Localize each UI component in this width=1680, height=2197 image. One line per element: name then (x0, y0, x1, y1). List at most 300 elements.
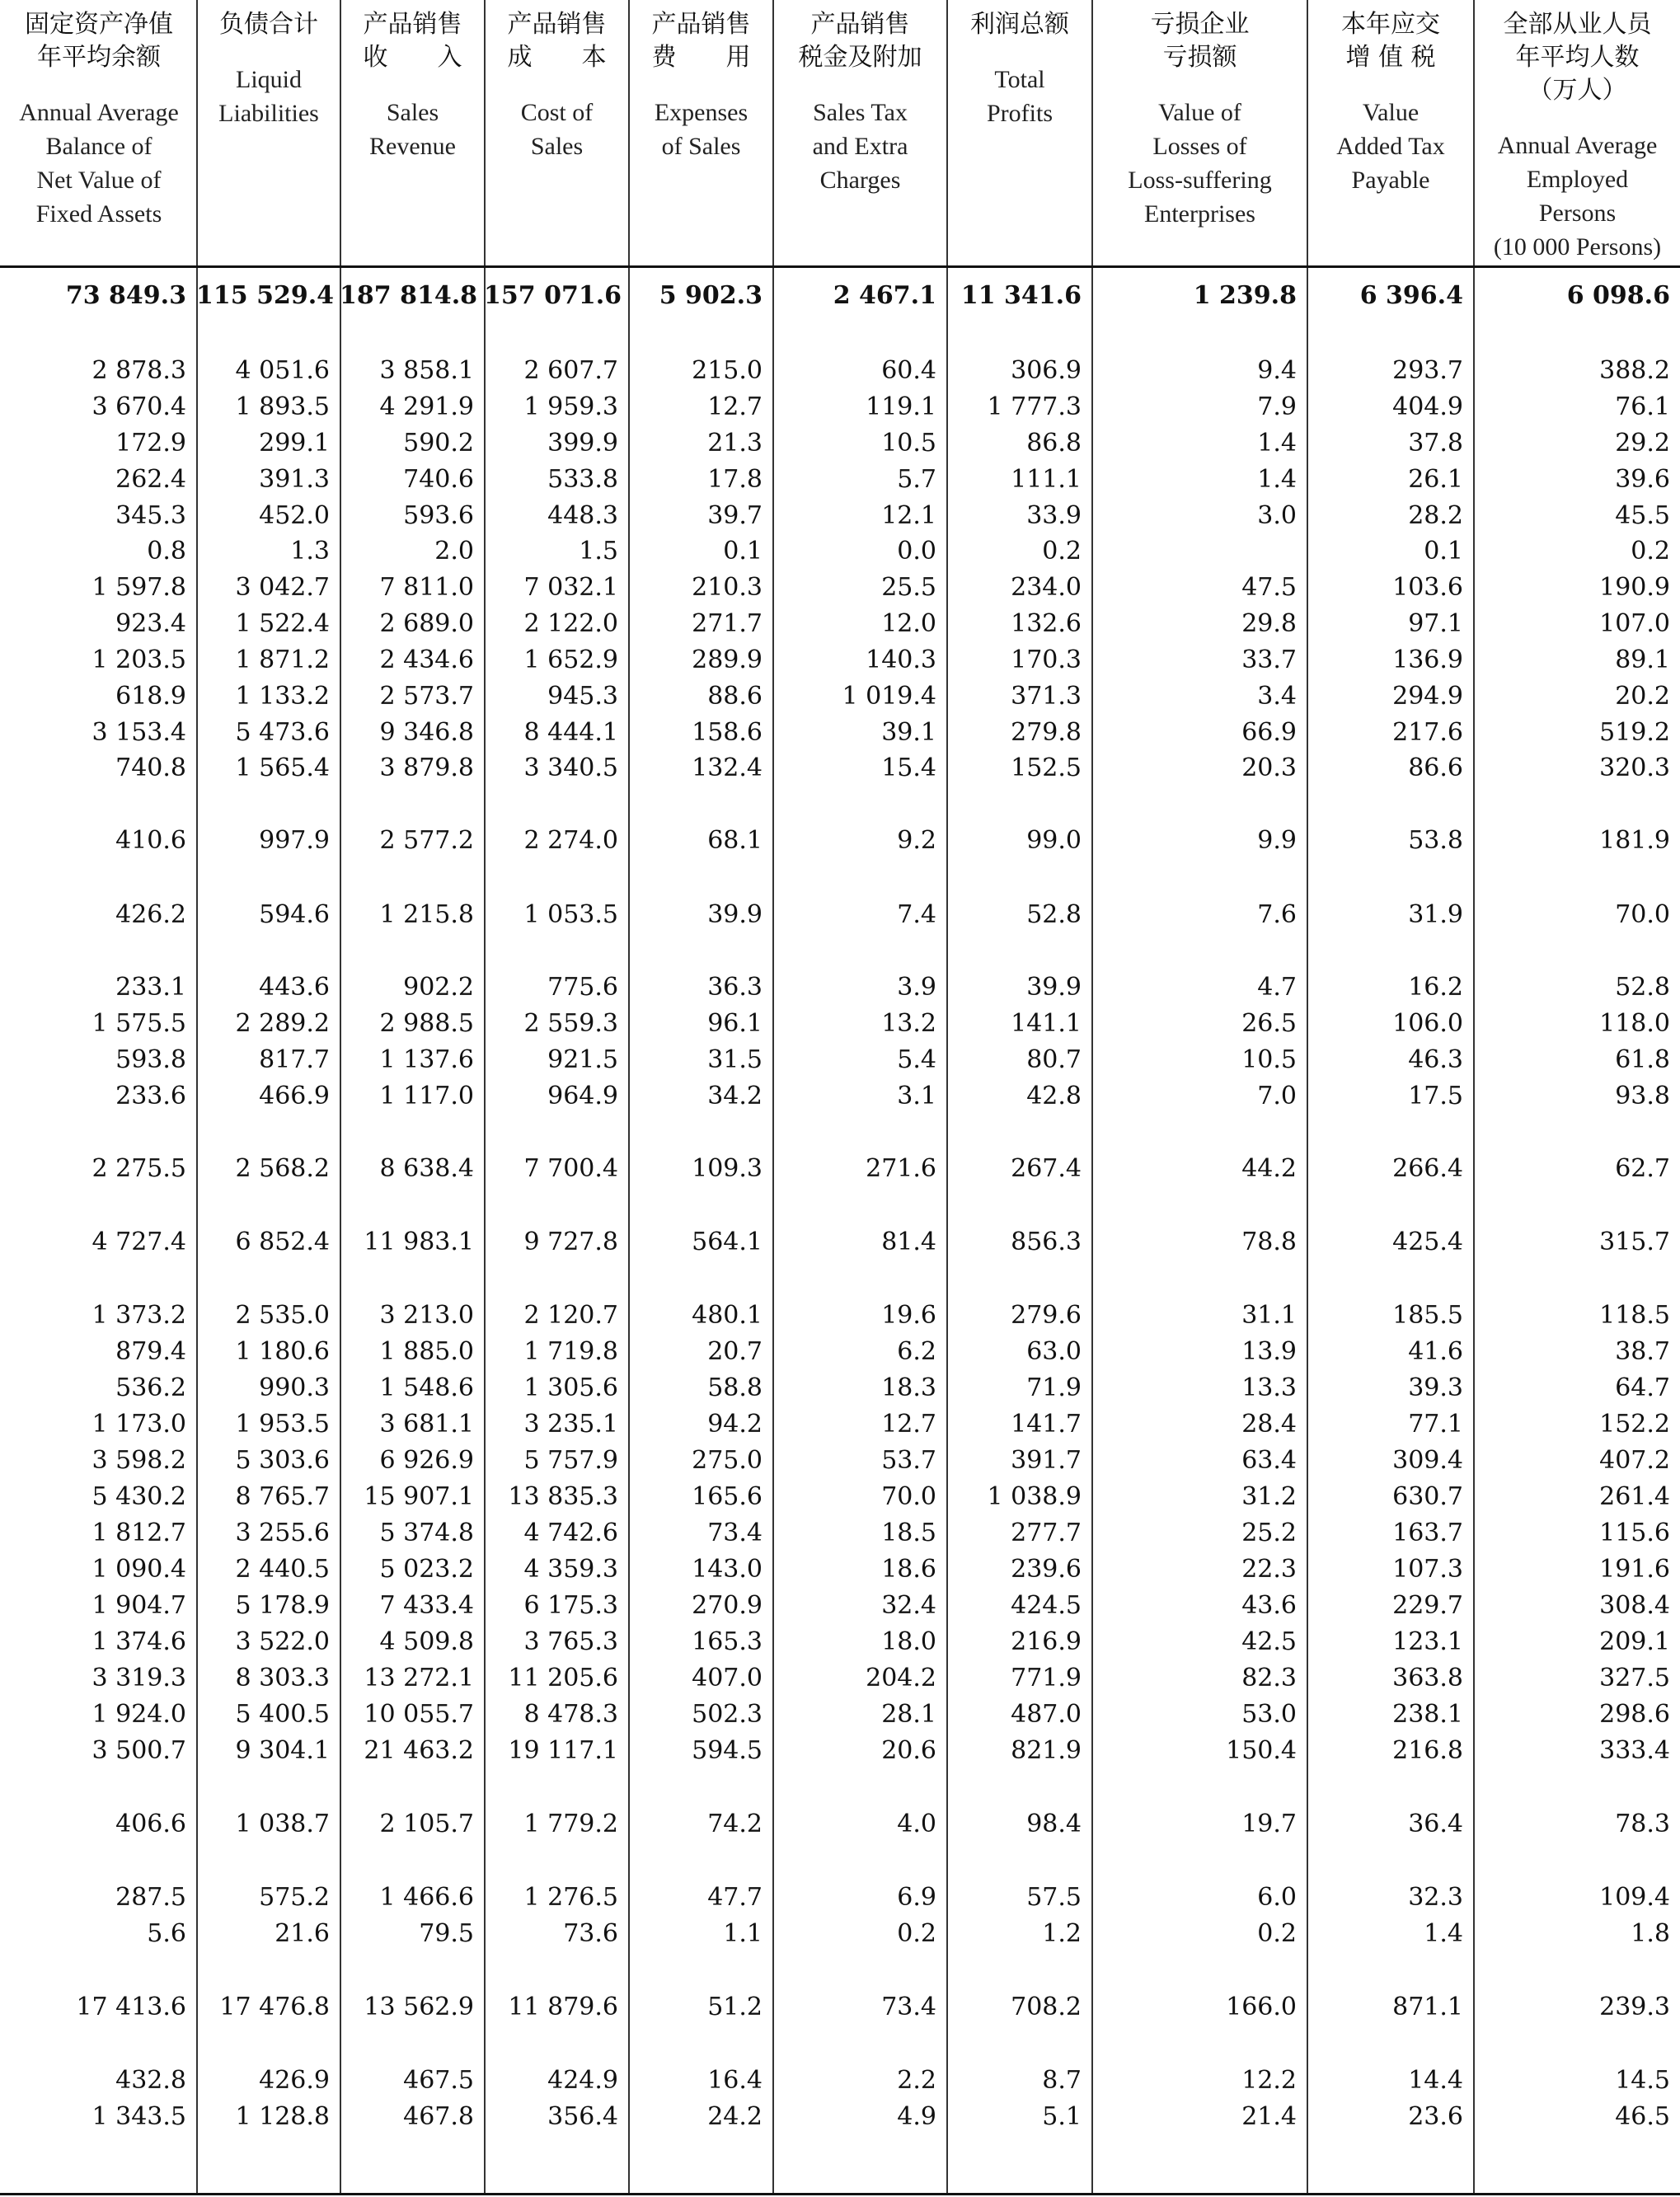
table-cell: 16.2 (1408, 973, 1463, 1002)
table-cell: 97.1 (1408, 609, 1463, 638)
table-cell: 119.1 (866, 392, 936, 421)
table-cell: 487.0 (1011, 1700, 1082, 1729)
table-cell: 432.8 (115, 2066, 186, 2095)
table-cell: 2 105.7 (379, 1810, 474, 1838)
column-header-english: Annual Average Balance of Net Value of Fixed Assets (19, 99, 179, 228)
table-cell: 1 779.2 (523, 1810, 618, 1838)
table-cell: 1.1 (723, 1919, 763, 1948)
table-cell: 1 137.6 (379, 1045, 474, 1074)
table-cell: 1 173.0 (92, 1410, 186, 1439)
table-cell: 1.2 (1042, 1919, 1082, 1948)
table-cell: 2 559.3 (523, 1009, 618, 1038)
table-cell: 94.2 (707, 1410, 763, 1439)
table-cell: 0.1 (1424, 537, 1463, 566)
column-header (341, 0, 484, 265)
table-cell: 1 924.0 (92, 1700, 186, 1729)
table-cell: 388.2 (1599, 356, 1670, 385)
total-cell: 6 098.6 (1566, 281, 1670, 310)
table-cell: 13 835.3 (508, 1482, 618, 1511)
table-cell: 6.9 (897, 1883, 936, 1912)
table-cell: 266.4 (1392, 1154, 1463, 1183)
table-cell: 2 434.6 (379, 645, 474, 674)
table-cell: 132.6 (1011, 609, 1082, 638)
table-cell: 424.9 (547, 2066, 618, 2095)
table-cell: 1.8 (1631, 1919, 1670, 1948)
table-cell: 14.5 (1615, 2066, 1670, 2095)
table-cell: 289.9 (692, 645, 763, 674)
table-cell: 12.0 (881, 609, 936, 638)
table-cell: 238.1 (1392, 1700, 1463, 1729)
table-cell: 0.8 (147, 537, 186, 566)
column-header (1308, 0, 1473, 265)
table-cell: 10 055.7 (364, 1700, 474, 1729)
table-cell: 170.3 (1011, 645, 1082, 674)
table-cell: 17 413.6 (76, 1993, 186, 2021)
table-cell: 39.6 (1615, 465, 1670, 494)
table-cell: 3 042.7 (235, 573, 330, 602)
table-cell: 53.8 (1408, 826, 1463, 855)
table-cell: 391.7 (1011, 1446, 1082, 1475)
table-cell: 233.1 (115, 973, 186, 1002)
table-cell: 2 689.0 (379, 609, 474, 638)
table-cell: 871.1 (1392, 1993, 1463, 2021)
table-cell: 74.2 (707, 1810, 763, 1838)
table-cell: 8 303.3 (235, 1664, 330, 1692)
table-cell: 1 652.9 (523, 645, 618, 674)
table-cell: 13 562.9 (364, 1993, 474, 2021)
table-cell: 3 522.0 (235, 1627, 330, 1656)
table-cell: 215.0 (692, 356, 763, 385)
table-cell: 3 500.7 (92, 1736, 186, 1765)
table-cell: 115.6 (1599, 1519, 1670, 1547)
table-cell: 39.7 (707, 501, 763, 530)
table-cell: 52.8 (1615, 973, 1670, 1002)
table-cell: 320.3 (1599, 753, 1670, 782)
table-cell: 1 203.5 (92, 645, 186, 674)
column-header (1475, 0, 1680, 265)
table-cell: 38.7 (1615, 1337, 1670, 1366)
table-cell: 25.5 (881, 573, 936, 602)
table-cell: 5 430.2 (92, 1482, 186, 1511)
table-cell: 5 303.6 (235, 1446, 330, 1475)
table-cell: 817.7 (259, 1045, 330, 1074)
table-cell: 363.8 (1392, 1664, 1463, 1692)
column-header (948, 0, 1091, 265)
table-cell: 1 053.5 (523, 900, 618, 929)
table-cell: 7 032.1 (523, 573, 618, 602)
table-cell: 4 509.8 (379, 1627, 474, 1656)
table-cell: 1 276.5 (523, 1883, 618, 1912)
table-cell: 9 727.8 (523, 1228, 618, 1256)
table-cell: 11 879.6 (508, 1993, 618, 2021)
table-cell: 7 433.4 (379, 1591, 474, 1620)
table-cell: 118.5 (1599, 1301, 1670, 1330)
table-cell: 166.0 (1226, 1993, 1297, 2021)
table-cell: 25.2 (1241, 1519, 1297, 1547)
table-cell: 13.3 (1241, 1373, 1297, 1402)
table-cell: 630.7 (1392, 1482, 1463, 1511)
table-cell: 28.1 (881, 1700, 936, 1729)
table-cell: 132.4 (692, 753, 763, 782)
table-cell: 106.0 (1392, 1009, 1463, 1038)
table-cell: 371.3 (1011, 682, 1082, 711)
table-cell: 271.7 (692, 609, 763, 638)
table-cell: 2 568.2 (235, 1154, 330, 1183)
table-cell: 66.9 (1241, 718, 1297, 747)
table-cell: 107.3 (1392, 1555, 1463, 1584)
table-cell: 502.3 (692, 1700, 763, 1729)
table-cell: 239.6 (1011, 1555, 1082, 1584)
table-cell: 3 319.3 (92, 1664, 186, 1692)
table-cell: 81.4 (881, 1228, 936, 1256)
table-cell: 16.4 (707, 2066, 763, 2095)
table-cell: 209.1 (1599, 1627, 1670, 1656)
table-cell: 86.6 (1408, 753, 1463, 782)
table-cell: 0.2 (1257, 1919, 1297, 1948)
table-cell: 2 577.2 (379, 826, 474, 855)
table-cell: 1 090.4 (92, 1555, 186, 1584)
table-cell: 172.9 (115, 429, 186, 458)
table-cell: 1.3 (290, 537, 330, 566)
table-cell: 18.5 (881, 1519, 936, 1547)
table-cell: 8 638.4 (379, 1154, 474, 1183)
table-cell: 17.8 (707, 465, 763, 494)
total-cell: 5 902.3 (659, 281, 763, 310)
table-cell: 71.9 (1026, 1373, 1082, 1402)
table-cell: 141.7 (1011, 1410, 1082, 1439)
table-cell: 856.3 (1011, 1228, 1082, 1256)
table-cell: 3.0 (1257, 501, 1297, 530)
table-cell: 3 765.3 (523, 1627, 618, 1656)
table-cell: 5 473.6 (235, 718, 330, 747)
table-cell: 32.4 (881, 1591, 936, 1620)
table-cell: 165.6 (692, 1482, 763, 1511)
total-cell: 115 529.4 (196, 281, 335, 310)
table-cell: 190.9 (1599, 573, 1670, 602)
table-cell: 43.6 (1241, 1591, 1297, 1620)
table-cell: 9.9 (1257, 826, 1297, 855)
table-cell: 3 598.2 (92, 1446, 186, 1475)
table-cell: 9 304.1 (235, 1736, 330, 1765)
table-cell: 99.0 (1026, 826, 1082, 855)
table-cell: 345.3 (115, 501, 186, 530)
table-bottom-rule (0, 2193, 1680, 2195)
table-cell: 73.4 (707, 1519, 763, 1547)
table-cell: 309.4 (1392, 1446, 1463, 1475)
table-cell: 15.4 (881, 753, 936, 782)
table-cell: 6.2 (897, 1337, 936, 1366)
table-cell: 306.9 (1011, 356, 1082, 385)
table-cell: 34.2 (707, 1082, 763, 1110)
table-cell: 73.6 (563, 1919, 618, 1948)
column-header-chinese: 负债合计 (219, 10, 318, 39)
table-cell: 740.6 (403, 465, 474, 494)
table-cell: 1 522.4 (235, 609, 330, 638)
table-cell: 12.7 (881, 1410, 936, 1439)
table-cell: 0.1 (723, 537, 763, 566)
table-cell: 17 476.8 (219, 1993, 330, 2021)
table-cell: 3 235.1 (523, 1410, 618, 1439)
table-cell: 31.9 (1408, 900, 1463, 929)
table-cell: 2 607.7 (523, 356, 618, 385)
table-cell: 964.9 (547, 1082, 618, 1110)
table-cell: 5.6 (147, 1919, 186, 1948)
table-cell: 20.3 (1241, 753, 1297, 782)
table-cell: 2 120.7 (523, 1301, 618, 1330)
table-cell: 5 374.8 (379, 1519, 474, 1547)
table-cell: 10.5 (1241, 1045, 1297, 1074)
column-header-chinese: 固定资产净值 年平均余额 (25, 10, 173, 72)
table-cell: 109.4 (1599, 1883, 1670, 1912)
table-cell: 31.5 (707, 1045, 763, 1074)
table-cell: 28.2 (1408, 501, 1463, 530)
table-cell: 233.6 (115, 1082, 186, 1110)
table-cell: 46.5 (1615, 2102, 1670, 2131)
column-header-english: Liquid Liabilities (218, 66, 319, 127)
table-cell: 20.7 (707, 1337, 763, 1366)
table-cell: 0.2 (1631, 537, 1670, 566)
table-cell: 2.2 (897, 2066, 936, 2095)
table-cell: 4.7 (1257, 973, 1297, 1002)
table-cell: 11 205.6 (508, 1664, 618, 1692)
column-header-chinese: 亏损企业 亏损额 (1150, 10, 1250, 72)
table-cell: 1 305.6 (523, 1373, 618, 1402)
table-cell: 45.5 (1615, 501, 1670, 530)
table-cell: 33.7 (1241, 645, 1297, 674)
table-cell: 519.2 (1599, 718, 1670, 747)
table-cell: 60.4 (881, 356, 936, 385)
table-cell: 270.9 (692, 1591, 763, 1620)
table-cell: 46.3 (1408, 1045, 1463, 1074)
column-header-english: Total Profits (986, 66, 1053, 127)
table-cell: 96.1 (707, 1009, 763, 1038)
table-cell: 1 719.8 (523, 1337, 618, 1366)
table-cell: 19.7 (1241, 1810, 1297, 1838)
table-cell: 4.9 (897, 2102, 936, 2131)
table-cell: 4 359.3 (523, 1555, 618, 1584)
table-cell: 13.2 (881, 1009, 936, 1038)
table-cell: 51.2 (707, 1993, 763, 2021)
column-header (1093, 0, 1307, 265)
table-cell: 15 907.1 (364, 1482, 474, 1511)
column-header (486, 0, 628, 265)
table-cell: 279.6 (1011, 1301, 1082, 1330)
table-cell: 271.6 (866, 1154, 936, 1183)
table-cell: 2 988.5 (379, 1009, 474, 1038)
table-cell: 3 213.0 (379, 1301, 474, 1330)
table-cell: 467.8 (403, 2102, 474, 2131)
table-cell: 480.1 (692, 1301, 763, 1330)
table-cell: 19.6 (881, 1301, 936, 1330)
table-cell: 13 272.1 (364, 1664, 474, 1692)
table-cell: 3.9 (897, 973, 936, 1002)
table-cell: 5.7 (897, 465, 936, 494)
table-cell: 0.2 (897, 1919, 936, 1948)
table-cell: 70.0 (881, 1482, 936, 1511)
table-cell: 185.5 (1392, 1301, 1463, 1330)
table-cell: 68.1 (707, 826, 763, 855)
table-cell: 287.5 (115, 1883, 186, 1912)
table-cell: 31.1 (1241, 1301, 1297, 1330)
table-cell: 163.7 (1392, 1519, 1463, 1547)
table-cell: 536.2 (115, 1373, 186, 1402)
table-cell: 17.5 (1408, 1082, 1463, 1110)
table-cell: 78.8 (1241, 1228, 1297, 1256)
table-cell: 2 535.0 (235, 1301, 330, 1330)
table-cell: 5 023.2 (379, 1555, 474, 1584)
table-cell: 4 051.6 (235, 356, 330, 385)
table-cell: 8.7 (1042, 2066, 1082, 2095)
table-cell: 26.1 (1408, 465, 1463, 494)
table-cell: 997.9 (259, 826, 330, 855)
table-cell: 9.4 (1257, 356, 1297, 385)
column-header-chinese: 全部从业人员 年平均人数 （万人） (1503, 10, 1652, 105)
table-cell: 191.6 (1599, 1555, 1670, 1584)
table-cell: 88.6 (707, 682, 763, 711)
column-header-english: Annual Average Employed Persons (10 000 Persons) (1493, 132, 1662, 261)
table-cell: 2 122.0 (523, 609, 618, 638)
table-cell: 1 373.2 (92, 1301, 186, 1330)
table-cell: 14.4 (1408, 2066, 1463, 2095)
table-cell: 391.3 (259, 465, 330, 494)
column-header-chinese: 本年应交 增 值 税 (1341, 10, 1440, 72)
table-cell: 7.9 (1257, 392, 1297, 421)
table-cell: 0.0 (897, 537, 936, 566)
table-cell: 1 133.2 (235, 682, 330, 711)
table-cell: 1 548.6 (379, 1373, 474, 1402)
table-cell: 467.5 (403, 2066, 474, 2095)
table-cell: 1 575.5 (92, 1009, 186, 1038)
table-cell: 47.5 (1241, 573, 1297, 602)
table-cell: 1 019.4 (842, 682, 936, 711)
table-cell: 3 340.5 (523, 753, 618, 782)
table-cell: 63.0 (1026, 1337, 1082, 1366)
table-cell: 466.9 (259, 1082, 330, 1110)
table-cell: 448.3 (547, 501, 618, 530)
table-cell: 1 565.4 (235, 753, 330, 782)
table-cell: 1 893.5 (235, 392, 330, 421)
table-cell: 6 852.4 (235, 1228, 330, 1256)
table-cell: 902.2 (403, 973, 474, 1002)
table-cell: 1 128.8 (235, 2102, 330, 2131)
table-cell: 62.7 (1615, 1154, 1670, 1183)
table-cell: 143.0 (692, 1555, 763, 1584)
table-cell: 239.3 (1599, 1993, 1670, 2021)
table-cell: 1 466.6 (379, 1883, 474, 1912)
table-cell: 39.9 (1026, 973, 1082, 1002)
table-cell: 118.0 (1599, 1009, 1670, 1038)
table-cell: 7.0 (1257, 1082, 1297, 1110)
table-cell: 107.0 (1599, 609, 1670, 638)
table-cell: 1 871.2 (235, 645, 330, 674)
table-cell: 426.9 (259, 2066, 330, 2095)
table-cell: 594.5 (692, 1736, 763, 1765)
column-header-english: Sales Tax and Extra Charges (812, 99, 908, 194)
table-cell: 275.0 (692, 1446, 763, 1475)
table-cell: 216.8 (1392, 1736, 1463, 1765)
table-cell: 5.4 (897, 1045, 936, 1074)
table-cell: 1 959.3 (523, 392, 618, 421)
column-header-chinese: 产品销售 收 入 (363, 10, 462, 72)
header-bottom-rule (0, 265, 1680, 268)
table-cell: 407.2 (1599, 1446, 1670, 1475)
table-cell: 21.4 (1241, 2102, 1297, 2131)
table-cell: 564.1 (692, 1228, 763, 1256)
table-cell: 2.0 (434, 537, 474, 566)
column-header-chinese: 产品销售 成 本 (507, 10, 607, 72)
table-cell: 1 215.8 (379, 900, 474, 929)
table-cell: 39.9 (707, 900, 763, 929)
table-cell: 150.4 (1226, 1736, 1297, 1765)
table-cell: 356.4 (547, 2102, 618, 2131)
table-cell: 22.3 (1241, 1555, 1297, 1584)
table-cell: 47.7 (707, 1883, 763, 1912)
table-cell: 1 597.8 (92, 573, 186, 602)
column-header-english: Sales Revenue (369, 99, 456, 160)
table-cell: 37.8 (1408, 429, 1463, 458)
table-cell: 229.7 (1392, 1591, 1463, 1620)
table-cell: 3 670.4 (92, 392, 186, 421)
table-cell: 2 573.7 (379, 682, 474, 711)
table-cell: 89.1 (1615, 645, 1670, 674)
table-cell: 5.1 (1042, 2102, 1082, 2131)
table-cell: 42.8 (1026, 1082, 1082, 1110)
table-cell: 12.1 (881, 501, 936, 530)
table-cell: 399.9 (547, 429, 618, 458)
table-cell: 86.8 (1026, 429, 1082, 458)
table-cell: 593.8 (115, 1045, 186, 1074)
table-cell: 4 727.4 (92, 1228, 186, 1256)
table-cell: 404.9 (1392, 392, 1463, 421)
table-cell: 533.8 (547, 465, 618, 494)
table-cell: 57.5 (1026, 1883, 1082, 1912)
table-cell: 63.4 (1241, 1446, 1297, 1475)
table-cell: 10.5 (881, 429, 936, 458)
table-cell: 426.2 (115, 900, 186, 929)
table-cell: 70.0 (1615, 900, 1670, 929)
table-cell: 1 180.6 (235, 1337, 330, 1366)
table-cell: 152.2 (1599, 1410, 1670, 1439)
table-cell: 2 440.5 (235, 1555, 330, 1584)
table-cell: 4.0 (897, 1810, 936, 1838)
table-cell: 1.4 (1257, 429, 1297, 458)
table-cell: 136.9 (1392, 645, 1463, 674)
total-cell: 6 396.4 (1359, 281, 1463, 310)
table-cell: 58.8 (707, 1373, 763, 1402)
table-cell: 26.5 (1241, 1009, 1297, 1038)
table-cell: 36.4 (1408, 1810, 1463, 1838)
table-cell: 279.8 (1011, 718, 1082, 747)
column-header (630, 0, 772, 265)
table-cell: 36.3 (707, 973, 763, 1002)
table-cell: 308.4 (1599, 1591, 1670, 1620)
table-cell: 9.2 (897, 826, 936, 855)
table-cell: 18.3 (881, 1373, 936, 1402)
table-cell: 29.2 (1615, 429, 1670, 458)
table-cell: 0.2 (1042, 537, 1082, 566)
table-cell: 111.1 (1011, 465, 1082, 494)
table-cell: 4 742.6 (523, 1519, 618, 1547)
table-cell: 152.5 (1011, 753, 1082, 782)
total-cell: 11 341.6 (960, 281, 1082, 310)
table-cell: 20.6 (881, 1736, 936, 1765)
table-cell: 945.3 (547, 682, 618, 711)
table-cell: 21.3 (707, 429, 763, 458)
table-cell: 708.2 (1011, 1993, 1082, 2021)
table-cell: 4 291.9 (379, 392, 474, 421)
column-header-chinese: 产品销售 税金及附加 (798, 10, 922, 72)
table-cell: 140.3 (866, 645, 936, 674)
